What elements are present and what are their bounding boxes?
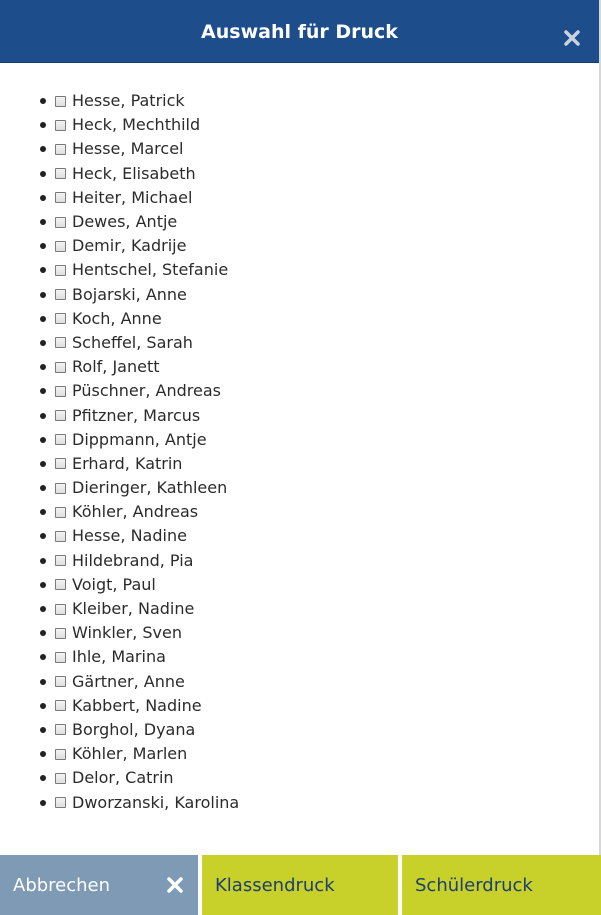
student-name: Bojarski, Anne [72, 284, 187, 304]
bullet-icon [40, 485, 46, 491]
student-print-label: Schülerdruck [415, 874, 533, 896]
bullet-icon [40, 267, 46, 273]
list-item [0, 137, 239, 161]
list-item [0, 718, 239, 742]
student-name: Pfitzner, Marcus [72, 405, 201, 425]
student-name: Püschner, Andreas [72, 381, 221, 401]
student-print-button[interactable] [402, 855, 601, 915]
bullet-icon [40, 219, 46, 225]
student-checkbox[interactable] [55, 797, 66, 808]
list-item [0, 766, 239, 790]
student-checkbox[interactable] [55, 434, 66, 445]
bullet-icon [40, 727, 46, 733]
student-checkbox[interactable] [55, 410, 66, 421]
student-name: Hildebrand, Pia [72, 550, 194, 570]
bullet-icon [40, 606, 46, 612]
bullet-icon [40, 654, 46, 660]
student-checkbox[interactable] [55, 628, 66, 639]
student-name: Dewes, Antje [72, 212, 178, 232]
student-name: Demir, Kadrije [72, 236, 187, 256]
student-name: Koch, Anne [72, 308, 162, 328]
bullet-icon [40, 316, 46, 322]
student-checkbox[interactable] [55, 144, 66, 155]
list-item [0, 355, 239, 379]
bullet-icon [40, 243, 46, 249]
student-checkbox[interactable] [55, 241, 66, 252]
dialog-footer [0, 855, 601, 915]
bullet-icon [40, 195, 46, 201]
student-checkbox[interactable] [55, 289, 66, 300]
student-name: Köhler, Marlen [72, 744, 188, 764]
student-name: Dippmann, Antje [72, 429, 207, 449]
student-name: Dworzanski, Karolina [72, 792, 240, 812]
bullet-icon [40, 679, 46, 685]
student-list [0, 89, 239, 815]
bullet-icon [40, 146, 46, 152]
bullet-icon [40, 340, 46, 346]
list-item [0, 210, 239, 234]
list-item [0, 645, 239, 669]
bullet-icon [40, 364, 46, 370]
student-checkbox[interactable] [55, 483, 66, 494]
bullet-icon [40, 558, 46, 564]
bullet-icon [40, 751, 46, 757]
cancel-button[interactable] [0, 855, 198, 915]
bullet-icon [40, 775, 46, 781]
student-name: Voigt, Paul [72, 574, 156, 594]
cancel-button-label: Abbrechen [13, 874, 111, 896]
student-name: Erhard, Katrin [72, 453, 183, 473]
bullet-icon [40, 533, 46, 539]
student-name: Winkler, Sven [72, 623, 182, 643]
class-print-button[interactable] [202, 855, 398, 915]
list-item [0, 621, 239, 645]
student-checkbox[interactable] [55, 386, 66, 397]
student-checkbox[interactable] [55, 724, 66, 735]
student-checkbox[interactable] [55, 579, 66, 590]
bullet-icon [40, 461, 46, 467]
list-item [0, 524, 239, 548]
list-item [0, 452, 239, 476]
student-name: Hesse, Nadine [72, 526, 187, 546]
student-checkbox[interactable] [55, 531, 66, 542]
student-name: Gärtner, Anne [72, 671, 185, 691]
bullet-icon [40, 413, 46, 419]
list-item [0, 500, 239, 524]
list-item [0, 234, 239, 258]
student-checkbox[interactable] [55, 749, 66, 760]
student-checkbox[interactable] [55, 555, 66, 566]
list-item [0, 258, 239, 282]
list-item [0, 597, 239, 621]
student-name: Hentschel, Stefanie [72, 260, 229, 280]
list-item [0, 113, 239, 137]
student-name: Heiter, Michael [72, 187, 193, 207]
student-name: Scheffel, Sarah [72, 332, 193, 352]
list-item [0, 790, 239, 814]
student-checkbox[interactable] [55, 700, 66, 711]
bullet-icon [40, 171, 46, 177]
list-item [0, 331, 239, 355]
bullet-icon [40, 630, 46, 636]
student-name: Kleiber, Nadine [72, 599, 195, 619]
bullet-icon [40, 388, 46, 394]
list-item [0, 670, 239, 694]
bullet-icon [40, 98, 46, 104]
student-name: Heck, Elisabeth [72, 163, 196, 183]
list-item [0, 403, 239, 427]
bullet-icon [40, 703, 46, 709]
list-item [0, 186, 239, 210]
close-icon [166, 876, 184, 894]
bullet-icon [40, 437, 46, 443]
list-item [0, 742, 239, 766]
list-item [0, 549, 239, 573]
student-name: Köhler, Andreas [72, 502, 199, 522]
class-print-label: Klassendruck [215, 874, 335, 896]
list-item [0, 694, 239, 718]
bullet-icon [40, 509, 46, 515]
list-item [0, 162, 239, 186]
student-checkbox[interactable] [55, 265, 66, 276]
bullet-icon [40, 122, 46, 128]
list-item [0, 573, 239, 597]
list-item [0, 379, 239, 403]
student-checkbox[interactable] [55, 168, 66, 179]
student-checkbox[interactable] [55, 120, 66, 131]
bullet-icon [40, 800, 46, 806]
student-name: Kabbert, Nadine [72, 695, 202, 715]
student-name: Dieringer, Kathleen [72, 478, 228, 498]
list-item [0, 283, 239, 307]
student-checkbox[interactable] [55, 362, 66, 373]
student-name: Hesse, Patrick [72, 91, 185, 111]
student-checkbox[interactable] [55, 458, 66, 469]
student-name: Heck, Mechthild [72, 115, 201, 135]
student-checkbox[interactable] [55, 676, 66, 687]
student-name: Rolf, Janett [72, 357, 160, 377]
student-name: Delor, Catrin [72, 768, 174, 788]
student-checkbox[interactable] [55, 604, 66, 615]
student-checkbox[interactable] [55, 337, 66, 348]
student-checkbox[interactable] [55, 96, 66, 107]
student-checkbox[interactable] [55, 773, 66, 784]
student-checkbox[interactable] [55, 652, 66, 663]
dialog-header [0, 0, 599, 63]
student-name: Ihle, Marina [72, 647, 166, 667]
student-name: Borghol, Dyana [72, 719, 196, 739]
student-name: Hesse, Marcel [72, 139, 184, 159]
student-checkbox[interactable] [55, 192, 66, 203]
bullet-icon [40, 582, 46, 588]
dialog-title: Auswahl für Druck [201, 21, 398, 43]
student-checkbox[interactable] [55, 507, 66, 518]
student-checkbox[interactable] [55, 313, 66, 324]
list-item [0, 89, 239, 113]
student-checkbox[interactable] [55, 217, 66, 228]
close-icon[interactable] [563, 29, 581, 47]
list-item [0, 476, 239, 500]
list-item [0, 428, 239, 452]
bullet-icon [40, 292, 46, 298]
list-item [0, 307, 239, 331]
